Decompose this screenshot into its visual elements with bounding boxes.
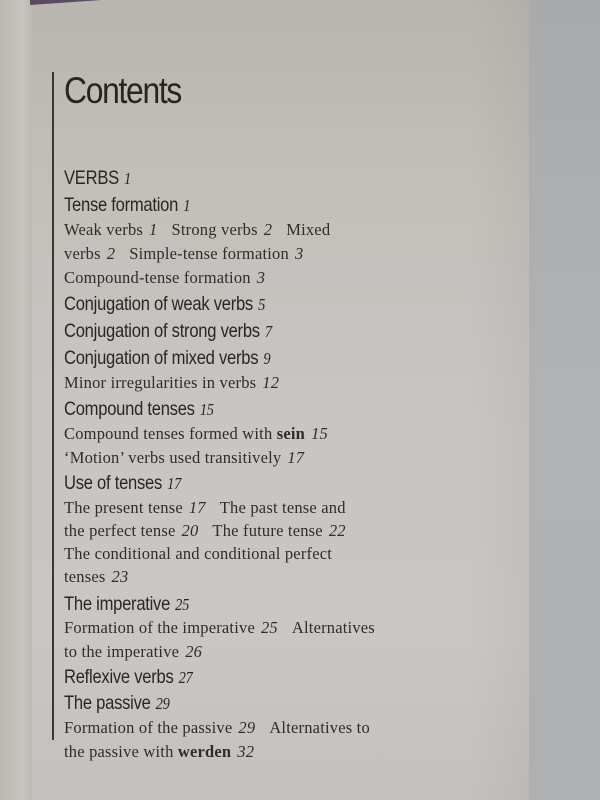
toc-page-number: 1	[149, 220, 158, 239]
toc-sub-line	[64, 718, 370, 738]
toc-heading-compound-tenses	[64, 398, 214, 421]
toc-label: the passive with	[64, 742, 178, 761]
toc-label: Alternatives	[291, 618, 375, 637]
toc-label: the perfect tense	[64, 521, 176, 540]
toc-label: Compound tenses formed with	[64, 424, 277, 443]
toc-sub-line	[64, 642, 202, 662]
toc-label: Formation of the passive	[64, 718, 233, 737]
toc-label: to the imperative	[64, 642, 180, 661]
toc-label: tenses	[64, 567, 106, 586]
toc-label: verbs	[64, 244, 101, 263]
toc-page-number: 3	[294, 244, 304, 263]
toc-label: The present tense	[64, 498, 183, 517]
toc-sub-line	[64, 567, 128, 587]
toc-sub-line	[64, 424, 328, 444]
toc-label: The future tense	[212, 521, 323, 540]
toc-page-number: 15	[199, 400, 214, 419]
toc-label: Strong verbs	[171, 220, 258, 239]
toc-page-number: 1	[124, 169, 131, 188]
toc-heading-tense-formation	[64, 194, 190, 217]
toc-label: The passive	[64, 692, 151, 714]
toc-label: VERBS	[64, 167, 119, 189]
book-edge-left	[0, 0, 32, 800]
toc-page-number: 22	[328, 521, 346, 540]
toc-heading-imperative	[64, 593, 189, 616]
toc-page-number: 20	[181, 521, 199, 540]
toc-page-number: 7	[264, 322, 272, 341]
toc-page-number: 25	[260, 618, 278, 637]
toc-label: The conditional and conditional perfect	[64, 544, 333, 563]
toc-label: Conjugation of weak verbs	[64, 293, 253, 315]
toc-label: Simple-tense formation	[129, 244, 289, 263]
toc-label: The imperative	[64, 593, 171, 615]
toc-label: Compound tenses	[64, 398, 195, 420]
toc-section-verbs	[64, 167, 131, 190]
toc-label: Conjugation of mixed verbs	[64, 347, 259, 369]
toc-bold-term: werden	[177, 742, 232, 761]
toc-page-number: 25	[175, 595, 190, 614]
toc-sub-line	[64, 244, 303, 264]
toc-sub-line	[64, 373, 279, 393]
toc-heading-weak-verbs	[64, 293, 265, 316]
page-title: Contents	[64, 70, 182, 111]
toc-page-number: 27	[178, 668, 193, 687]
toc-bold-term: sein	[276, 424, 306, 443]
toc-page-number: 3	[256, 268, 266, 287]
toc-label: ‘Motion’ verbs used transitively	[64, 448, 282, 467]
toc-page-number: 17	[167, 474, 182, 493]
toc-page-number: 32	[237, 742, 255, 761]
toc-sub-line	[64, 448, 304, 468]
toc-page-number: 2	[263, 220, 273, 239]
toc-heading-use-of-tenses	[64, 472, 181, 495]
toc-sub-line	[64, 268, 265, 288]
toc-sub-line	[64, 742, 254, 762]
toc-page-number: 15	[311, 424, 328, 443]
toc-page-number: 29	[238, 718, 256, 737]
toc-label: Formation of the imperative	[64, 618, 255, 637]
toc-page-number: 5	[258, 295, 266, 314]
toc-sub-line	[64, 220, 330, 240]
toc-label: Tense formation	[64, 194, 179, 216]
toc-sub-line	[64, 544, 332, 564]
toc-label: Use of tenses	[64, 472, 163, 494]
toc-page-number: 1	[183, 196, 191, 215]
toc-label: Mixed	[286, 220, 331, 239]
toc-page-number: 17	[188, 498, 206, 517]
toc-heading-strong-verbs	[64, 320, 272, 343]
toc-label: Compound-tense formation	[64, 268, 251, 287]
toc-page-number: 2	[106, 244, 116, 263]
toc-label: Reflexive verbs	[64, 666, 174, 688]
toc-page-number: 17	[287, 448, 305, 467]
toc-label: Weak verbs	[64, 220, 144, 239]
toc-label: The past tense and	[219, 498, 346, 517]
toc-heading-reflexive-verbs	[64, 666, 193, 689]
toc-page-number: 23	[111, 567, 129, 586]
toc-label: Conjugation of strong verbs	[64, 320, 260, 342]
toc-sub-line	[64, 618, 375, 638]
toc-sub-line	[64, 521, 346, 541]
toc-page-number: 29	[155, 694, 170, 713]
toc-label: Alternatives to	[269, 718, 370, 737]
margin-rule	[52, 72, 54, 740]
toc-heading-mixed-verbs	[64, 347, 270, 370]
toc-page-number: 26	[185, 642, 203, 661]
table-surface	[529, 0, 600, 800]
toc-page-number: 9	[263, 349, 271, 368]
toc-sub-line	[64, 498, 346, 518]
toc-page-number: 12	[262, 373, 280, 392]
toc-label: Minor irregularities in verbs	[64, 373, 257, 392]
toc-heading-passive	[64, 692, 170, 715]
